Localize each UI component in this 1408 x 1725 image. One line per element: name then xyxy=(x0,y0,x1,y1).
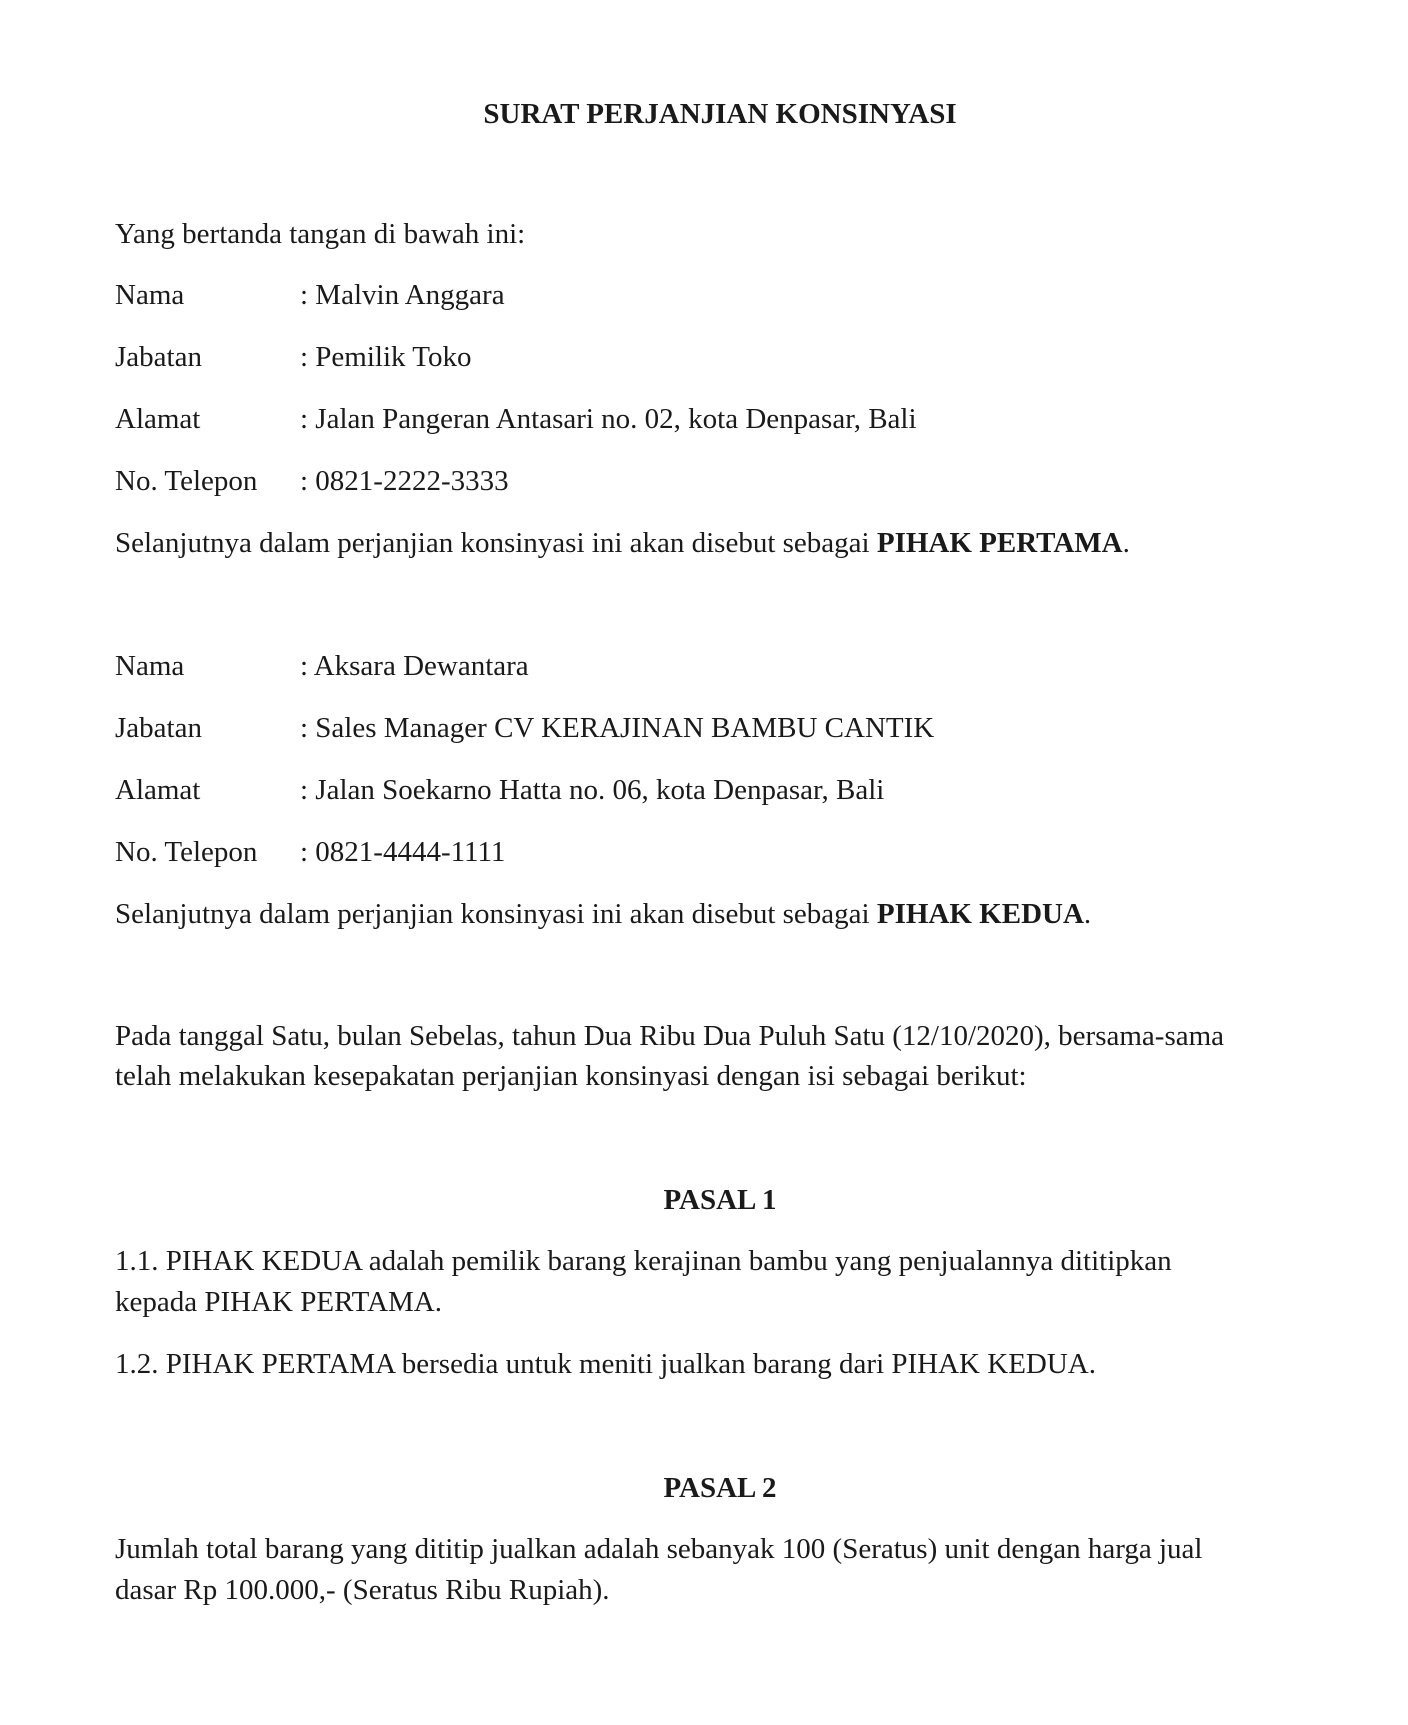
agreement-intro-line2: telah melakukan kesepakatan perjanjian konsinyasi dengan isi sebagai berikut: xyxy=(115,1060,1027,1092)
pasal1-heading: PASAL 1 xyxy=(663,1184,777,1216)
party2-phone-value: : 0821-4444-1111 xyxy=(300,836,506,868)
document-title: SURAT PERJANJIAN KONSINYASI xyxy=(483,98,957,130)
party1-position-label: Jabatan xyxy=(115,341,202,373)
party1-designation-bold: PIHAK PERTAMA xyxy=(876,527,1123,559)
party2-designation-bold: PIHAK KEDUA xyxy=(876,898,1084,930)
party1-position-value: : Pemilik Toko xyxy=(300,341,472,373)
party2-designation xyxy=(115,896,1091,932)
pasal1-item2: 1.2. PIHAK PERTAMA bersedia untuk meniti jualkan barang dari PIHAK KEDUA. xyxy=(115,1348,1096,1380)
party1-phone-value: : 0821-2222-3333 xyxy=(300,465,509,497)
party2-name-label: Nama xyxy=(115,650,185,682)
party1-designation-suffix: . xyxy=(1122,527,1130,559)
party1-phone-label: No. Telepon xyxy=(115,465,258,497)
party1-designation-text: Selanjutnya dalam perjanjian konsinyasi ini akan disebut sebagai xyxy=(115,527,877,559)
party1-designation xyxy=(115,525,1130,561)
pasal2-heading: PASAL 2 xyxy=(663,1472,777,1504)
party2-designation-text: Selanjutnya dalam perjanjian konsinyasi ini akan disebut sebagai xyxy=(115,898,877,930)
party1-address-value: : Jalan Pangeran Antasari no. 02, kota Denpasar, Bali xyxy=(300,403,917,435)
intro-text: Yang bertanda tangan di bawah ini: xyxy=(115,218,526,250)
party1-name-label: Nama xyxy=(115,279,185,311)
party2-position-label: Jabatan xyxy=(115,712,202,744)
party2-position-value: : Sales Manager CV KERAJINAN BAMBU CANTIK xyxy=(300,712,935,744)
party1-name-value: : Malvin Anggara xyxy=(300,279,505,311)
party2-address-label: Alamat xyxy=(115,774,201,806)
party2-name-value: : Aksara Dewantara xyxy=(300,650,529,682)
party2-address-value: : Jalan Soekarno Hatta no. 06, kota Denpasar, Bali xyxy=(300,774,885,806)
pasal2-line1: Jumlah total barang yang dititip jualkan adalah sebanyak 100 (Seratus) unit dengan harga jual xyxy=(115,1533,1203,1565)
agreement-intro-line1: Pada tanggal Satu, bulan Sebelas, tahun Dua Ribu Dua Puluh Satu (12/10/2020), bersama-sama xyxy=(115,1020,1225,1052)
pasal1-item1-line2: kepada PIHAK PERTAMA. xyxy=(115,1286,442,1318)
pasal2-line2: dasar Rp 100.000,- (Seratus Ribu Rupiah). xyxy=(115,1574,610,1606)
party1-address-label: Alamat xyxy=(115,403,201,435)
pasal1-item1-line1: 1.1. PIHAK KEDUA adalah pemilik barang kerajinan bambu yang penjualannya dititipkan xyxy=(115,1245,1172,1277)
party2-phone-label: No. Telepon xyxy=(115,836,258,868)
party2-designation-suffix: . xyxy=(1083,898,1092,930)
